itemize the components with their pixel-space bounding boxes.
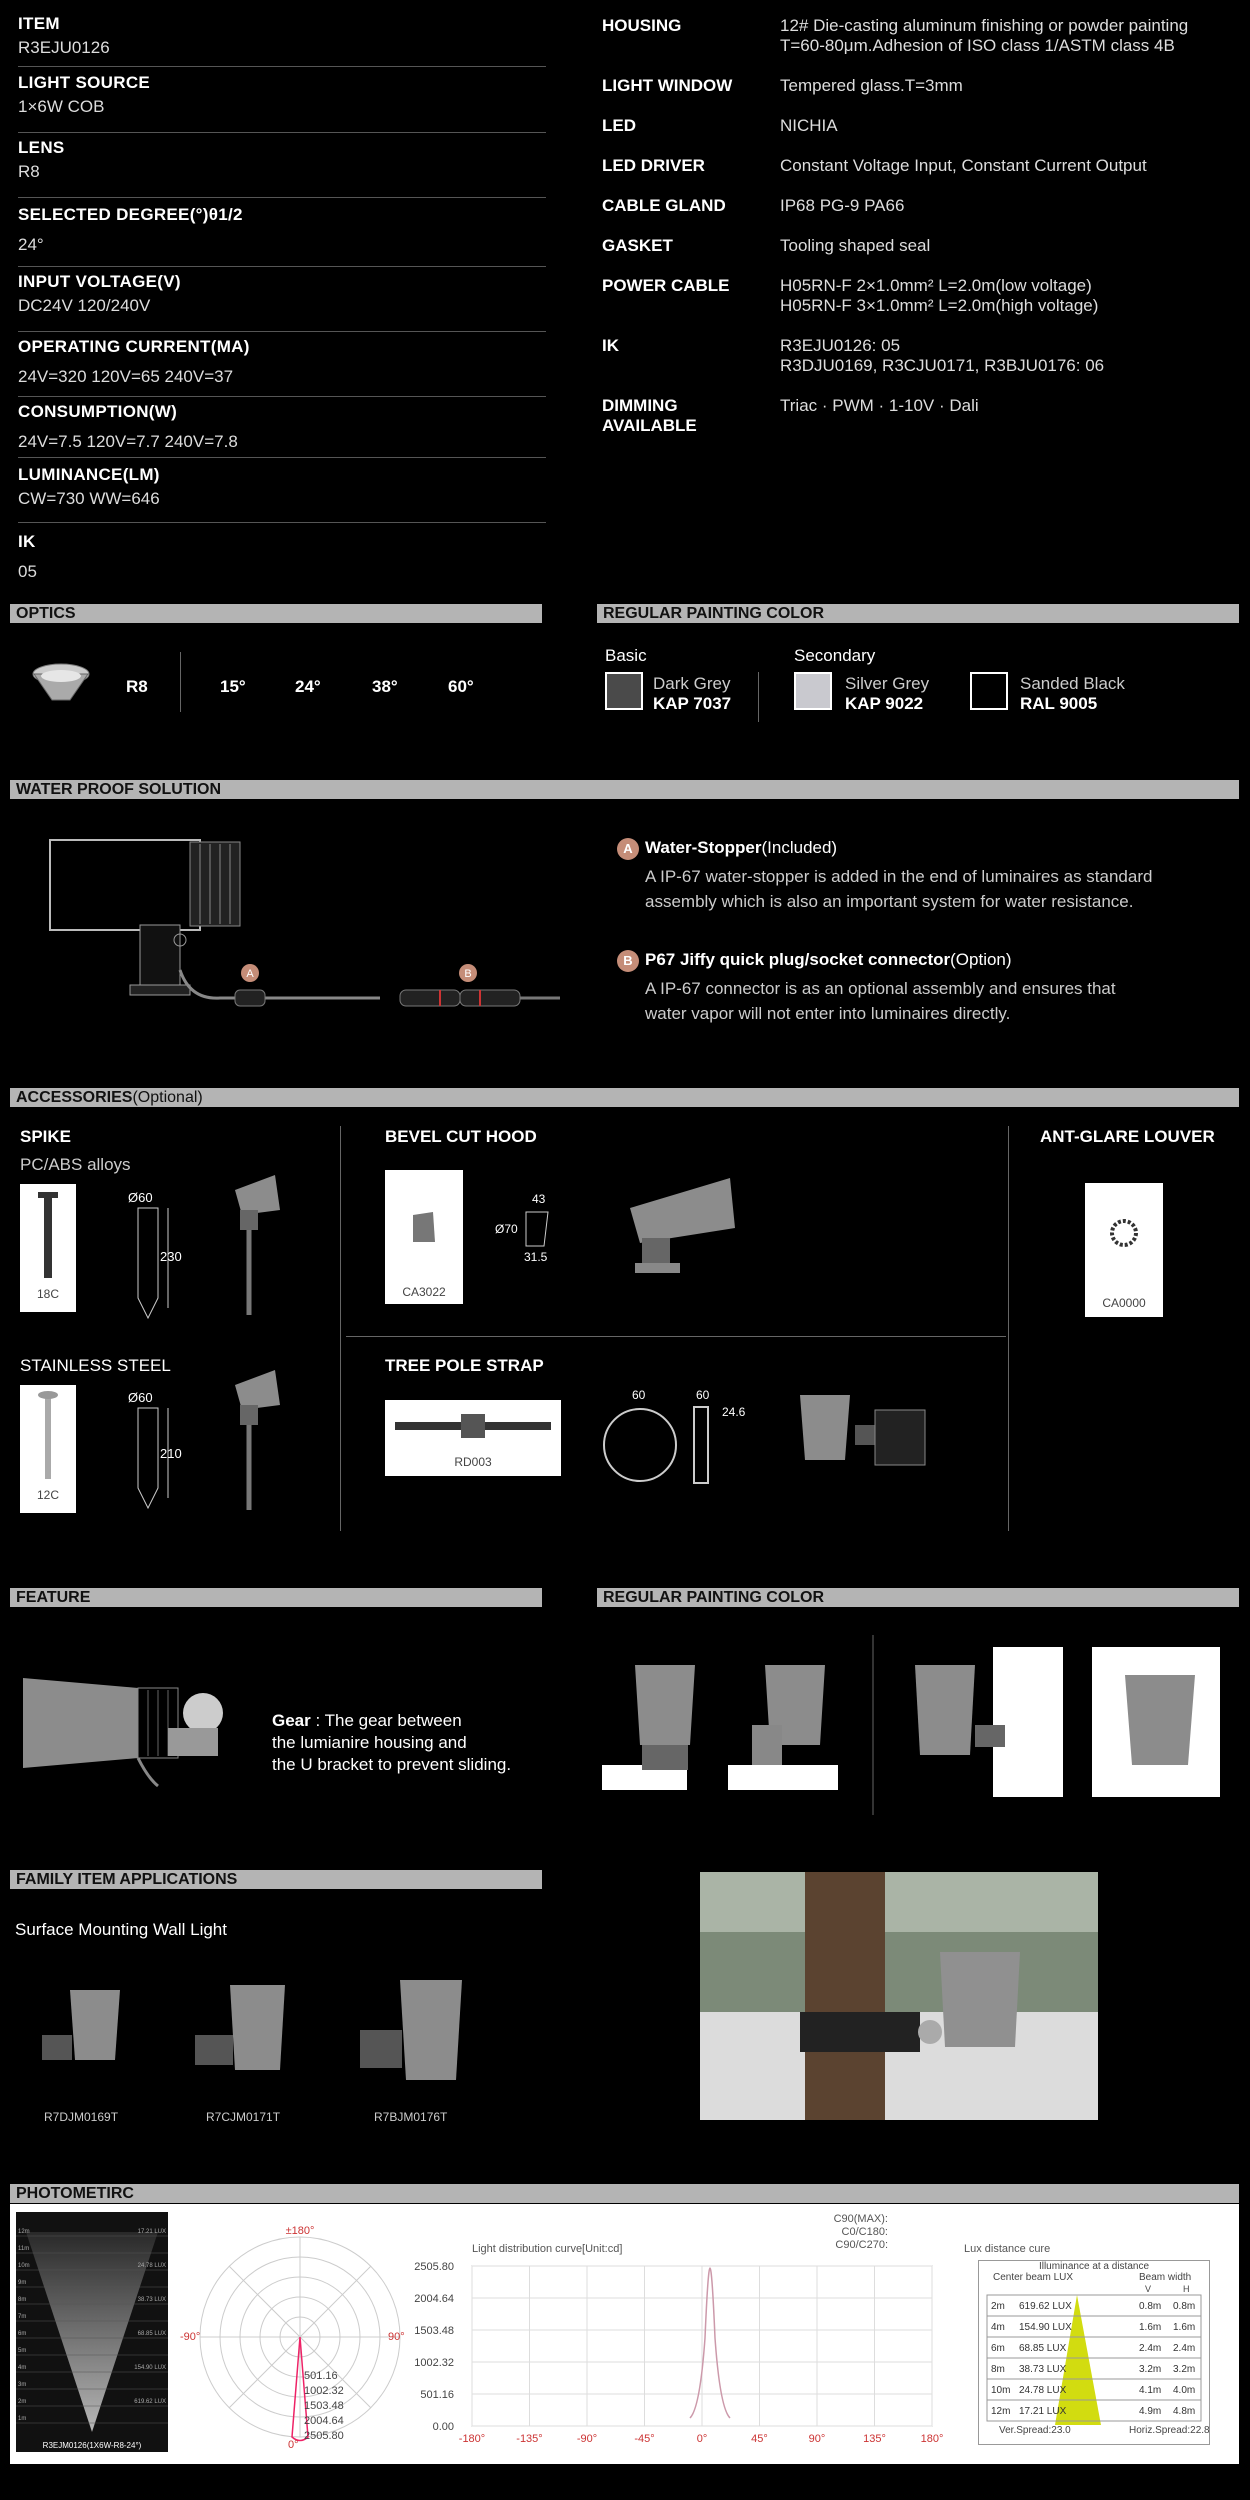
family-subtitle: Surface Mounting Wall Light <box>15 1920 227 1939</box>
gear-label: Gear <box>272 1711 311 1730</box>
curve-ytick: 0.00 <box>432 2421 454 2433</box>
lux-head2: Center beam LUX <box>993 2272 1074 2283</box>
lux-center: 17.21 LUX <box>1019 2406 1067 2417</box>
lux-width-h: 1.6m <box>1173 2322 1196 2333</box>
polar-right-label: 90° <box>388 2331 405 2343</box>
cone-row-label: 7m <box>18 2314 27 2320</box>
distribution-curve-chart <box>400 2258 944 2458</box>
gear-line1: : The gear between <box>310 1711 462 1730</box>
bevel-title: BEVEL CUT HOOD <box>385 1127 537 1146</box>
spec-ik-label: IK <box>602 336 619 355</box>
beam-cone-image <box>16 2212 168 2452</box>
spec-led-value: NICHIA <box>780 116 838 135</box>
lux-width-v: 1.6m <box>1139 2322 1162 2333</box>
divider <box>1008 1126 1009 1531</box>
polar-value-label: 2004.64 <box>304 2415 344 2427</box>
color-name: Sanded Black <box>1020 674 1125 693</box>
spec-cable-label: POWER CABLE <box>602 276 730 295</box>
lux-v: V <box>1145 2284 1152 2294</box>
spec-luminance: LUMINANCE(LM) CW=730 WW=646 <box>18 465 546 523</box>
family-item-2: R7CJM0171T <box>206 2110 281 2124</box>
lux-center: 38.73 LUX <box>1019 2364 1067 2375</box>
cone-lux-label: 38.73 LUX <box>137 2297 166 2303</box>
desc-line: assembly which is also an important system for water resistance. <box>645 892 1134 911</box>
spike-card <box>20 1184 76 1312</box>
spike-code: 18C <box>36 1287 59 1301</box>
cone-lux-label: 154.90 LUX <box>134 2365 166 2371</box>
stainless-dia: Ø60 <box>128 1390 153 1405</box>
spike-title: SPIKE <box>20 1127 72 1146</box>
connector-title: P67 Jiffy quick plug/socket connector <box>645 950 951 969</box>
gear-line3: the U bracket to prevent sliding. <box>272 1755 512 1774</box>
swatch-dark-grey <box>605 672 643 710</box>
cone-row-label: 4m <box>18 2365 27 2371</box>
bevel-card <box>385 1170 463 1304</box>
ver-spread: Ver.Spread:23.0 <box>999 2425 1071 2436</box>
curve-legend <box>828 2213 888 2252</box>
cone-row-label: 11m <box>18 2246 30 2252</box>
strap-icon <box>385 1400 561 1452</box>
legend-c90c270: C90/C270: <box>835 2239 888 2251</box>
curve-xtick: 0° <box>696 2433 708 2445</box>
spec-input-voltage: INPUT VOLTAGE(V) DC24V 120/240V <box>18 272 546 332</box>
desc-line: A IP-67 water-stopper is added in the end of luminaires as standard <box>645 867 1153 886</box>
spec-light-source: LIGHT SOURCE 1×6W COB <box>18 73 546 133</box>
strap-dim-60a: 60 <box>632 1388 646 1402</box>
cone-row-label: 8m <box>18 2297 27 2303</box>
curve-xtick: -90° <box>576 2433 598 2445</box>
cone-caption: R3EJM0126(1X6W-R8-24°) <box>42 2441 142 2450</box>
desc-line: water vapor will not enter into luminaires directly. <box>645 1004 1011 1023</box>
polar-left-label: -90° <box>180 2331 201 2343</box>
hor-spread: Horiz.Spread:22.8 <box>1129 2425 1210 2436</box>
cone-lux-label: 68.85 LUX <box>137 2331 166 2337</box>
spec-window-value: Tempered glass.T=3mm <box>780 76 963 95</box>
optics-lens: R8 <box>126 677 148 696</box>
spec-dimming-value: Triac · PWM · 1-10V · Dali <box>780 396 979 415</box>
gear-fixture-icon <box>18 1668 258 1788</box>
spec-operating-current: OPERATING CURRENT(MA) 24V=320 120V=65 240V=37 <box>18 337 546 397</box>
curve-xtick: -135° <box>516 2433 543 2445</box>
cone-row-label: 5m <box>18 2348 27 2354</box>
lux-width-v: 4.1m <box>1139 2385 1162 2396</box>
accessories-title: ACCESSORIES <box>16 1089 133 1106</box>
badge-b: B <box>617 950 639 972</box>
divider <box>340 1126 341 1531</box>
connector-tag: (Option) <box>950 950 1012 969</box>
curve-xtick: 45° <box>751 2433 768 2445</box>
spec-cable-value: H05RN-F 2×1.0mm² L=2.0m(low voltage) <box>780 276 1092 295</box>
spec-housing-value: 12# Die-casting aluminum finishing or powder painting <box>780 16 1189 35</box>
lux-distance: 2m <box>991 2301 1005 2312</box>
cone-row-label: 12m <box>18 2229 30 2235</box>
spec-gasket-value: Tooling shaped seal <box>780 236 931 255</box>
optics-header: OPTICS <box>10 604 542 623</box>
spec-housing-value2: T=60-80μm.Adhesion of ISO class 1/ASTM class 4B <box>780 36 1175 55</box>
water-stopper-desc <box>645 864 1152 914</box>
family-lights-drawing <box>30 1980 470 2090</box>
bevel-dim-315: 31.5 <box>524 1250 548 1264</box>
polar-value-label: 1503.48 <box>304 2400 344 2412</box>
spec-ik-value2: R3DJU0169, R3CJU0171, R3BJU0176: 06 <box>780 356 1105 375</box>
curve-xtick: 135° <box>863 2433 886 2445</box>
bevel-fixture-icon <box>620 1168 750 1288</box>
application-photo <box>700 1872 1098 2120</box>
lux-width-h: 3.2m <box>1173 2364 1196 2375</box>
optics-degree-15: 15° <box>220 677 246 696</box>
basic-label: Basic <box>605 646 647 665</box>
lux-distance: 6m <box>991 2343 1005 2354</box>
bevel-hood-icon <box>385 1170 463 1282</box>
louver-title: ANT-GLARE LOUVER <box>1040 1127 1215 1146</box>
lux-width-h: 4.8m <box>1173 2406 1196 2417</box>
cone-row-label: 2m <box>18 2399 27 2405</box>
louver-card <box>1085 1183 1163 1317</box>
spec-gland-label: CABLE GLAND <box>602 196 726 215</box>
photometric-header: PHOTOMETIRC <box>10 2184 1239 2203</box>
spike-icon <box>20 1184 76 1284</box>
strap-dim-60b: 60 <box>696 1388 710 1402</box>
strap-circle-drawing <box>600 1405 680 1485</box>
strap-title: TREE POLE STRAP <box>385 1356 544 1375</box>
spec-housing-label: HOUSING <box>602 16 682 35</box>
lux-width-h: 0.8m <box>1173 2301 1196 2312</box>
lux-width-v: 4.9m <box>1139 2406 1162 2417</box>
bevel-dim-43: 43 <box>532 1192 546 1206</box>
lux-rows-svg <box>979 2295 1209 2425</box>
spec-window-label: LIGHT WINDOW <box>602 76 733 95</box>
waterproof-diagram <box>40 830 570 1030</box>
gear-line2: the lumianire housing and <box>272 1733 467 1752</box>
diagram-b-marker: B <box>464 968 472 980</box>
swatch-silver-grey <box>794 672 832 710</box>
spec-dimming-label: DIMMING <box>602 396 678 415</box>
feature-header: FEATURE <box>10 1588 542 1607</box>
cone-lux-label: 24.78 LUX <box>137 2263 166 2269</box>
lux-width-v: 0.8m <box>1139 2301 1162 2312</box>
color-name: Dark Grey <box>653 674 731 693</box>
swatch-sanded-black <box>970 672 1008 710</box>
cone-row-label: 1m <box>18 2416 27 2422</box>
louver-code: CA0000 <box>1102 1296 1146 1310</box>
accessories-tag: (Optional) <box>132 1089 203 1106</box>
lux-width-h: 4.0m <box>1173 2385 1196 2396</box>
polar-radial-labels <box>304 2370 344 2442</box>
cone-row-label: 3m <box>18 2382 27 2388</box>
stainless-title: STAINLESS STEEL <box>20 1356 171 1375</box>
curve-xtick: -180° <box>458 2433 486 2445</box>
spec-degree: SELECTED DEGREE(°)θ1/2 24° <box>18 205 546 267</box>
lux-head3: Beam width <box>1139 2272 1192 2283</box>
curve-ytick: 2004.64 <box>414 2293 454 2305</box>
spec-consumption: CONSUMPTION(W) 24V=7.5 120V=7.7 240V=7.8 <box>18 402 546 458</box>
curve-ytick: 2505.80 <box>414 2261 454 2273</box>
cone-row-label: 9m <box>18 2280 27 2286</box>
connector-desc <box>645 976 1116 1026</box>
waterproof-header: WATER PROOF SOLUTION <box>10 780 1239 799</box>
curve-ytick: 1503.48 <box>414 2325 454 2337</box>
distribution-curve <box>690 2268 730 2418</box>
curve-ytick: 1002.32 <box>414 2357 454 2369</box>
lux-width-h: 2.4m <box>1173 2343 1196 2354</box>
polar-value-label: 2505.80 <box>304 2430 344 2442</box>
water-stopper-block <box>617 838 1152 914</box>
color-name: Silver Grey <box>845 674 930 693</box>
bevel-dim-drawing <box>522 1210 552 1250</box>
spec-gasket-label: GASKET <box>602 236 673 255</box>
cone-lux-label: 17.21 LUX <box>137 2229 166 2235</box>
polar-bottom-label: 0° <box>288 2439 299 2451</box>
secondary-label: Secondary <box>794 646 876 665</box>
lux-center: 68.85 LUX <box>1019 2343 1067 2354</box>
lux-distance: 8m <box>991 2364 1005 2375</box>
optics-degree-24: 24° <box>295 677 321 696</box>
lux-h: H <box>1183 2284 1190 2294</box>
reflector-icon <box>30 662 92 704</box>
lux-head1: Illuminance at a distance <box>1038 2261 1150 2272</box>
spec-cable-value2: H05RN-F 3×1.0mm² L=2.0m(high voltage) <box>780 296 1099 315</box>
stainless-fixture-icon <box>220 1365 290 1515</box>
bevel-code: CA3022 <box>402 1285 446 1299</box>
spike-length: 230 <box>160 1249 182 1264</box>
legend-c90max: C90(MAX): <box>833 2213 888 2225</box>
lux-distance: 12m <box>991 2406 1011 2417</box>
family-header: FAMILY ITEM APPLICATIONS <box>10 1870 542 1889</box>
lux-title: Lux distance cure <box>964 2243 1051 2255</box>
spec-item: ITEM R3EJU0126 <box>18 14 546 67</box>
spec-led-label: LED <box>602 116 636 135</box>
cone-lux-label: 619.62 LUX <box>134 2399 166 2405</box>
lux-center: 24.78 LUX <box>1019 2385 1067 2396</box>
color-code: KAP 7037 <box>653 694 732 713</box>
painting-header: REGULAR PAINTING COLOR <box>597 604 1239 623</box>
desc-line: A IP-67 connector is as an optional assembly and ensures that <box>645 979 1116 998</box>
cone-row-label: 6m <box>18 2331 27 2337</box>
lux-width-v: 3.2m <box>1139 2364 1162 2375</box>
cone-row-label: 10m <box>18 2263 30 2269</box>
curve-ytick: 501.16 <box>420 2389 454 2401</box>
spec-gland-value: IP68 PG-9 PA66 <box>780 196 905 215</box>
spike-fixture-icon <box>220 1170 290 1320</box>
lux-center: 154.90 LUX <box>1019 2322 1072 2333</box>
spike-dia: Ø60 <box>128 1190 153 1205</box>
stainless-code: 12C <box>36 1488 59 1502</box>
lux-vh <box>979 2284 1209 2295</box>
bevel-dim-70: Ø70 <box>495 1222 518 1236</box>
spec-driver-value: Constant Voltage Input, Constant Current Output <box>780 156 1147 175</box>
stainless-spike-icon <box>20 1385 76 1485</box>
family-item-3: R7BJM0176T <box>374 2110 448 2124</box>
lux-subhead <box>979 2272 1209 2284</box>
spec-dimming-label2: AVAILABLE <box>602 416 697 435</box>
spec-ik: IK 05 <box>18 532 37 581</box>
strap-dim-246: 24.6 <box>722 1405 746 1419</box>
accessories-header <box>10 1088 1239 1107</box>
louver-icon <box>1085 1183 1163 1293</box>
spec-lens: LENS R8 <box>18 138 546 198</box>
color-code: KAP 9022 <box>845 694 924 713</box>
polar-value-label: 501.16 <box>304 2370 338 2382</box>
curve-xtick: 90° <box>808 2433 826 2445</box>
gear-description <box>272 1710 511 1776</box>
lux-distance: 4m <box>991 2322 1005 2333</box>
strap-card <box>385 1400 561 1476</box>
curve-title: Light distribution curve[Unit:cd] <box>472 2243 623 2255</box>
optics-degree-38: 38° <box>372 677 398 696</box>
spec-ik-value: R3EJU0126: 05 <box>780 336 901 355</box>
polar-value-label: 1002.32 <box>304 2385 344 2397</box>
color-variants-drawing <box>600 1635 1250 1815</box>
curve-xtick: 180° <box>920 2433 944 2445</box>
painting2-header: REGULAR PAINTING COLOR <box>597 1588 1239 1607</box>
curve-grid <box>414 2261 943 2445</box>
optics-degree-60: 60° <box>448 677 474 696</box>
stainless-length: 210 <box>160 1446 182 1461</box>
divider <box>346 1336 1006 1337</box>
legend-c0c180: C0/C180: <box>841 2226 888 2238</box>
stainless-card <box>20 1385 76 1513</box>
divider <box>758 672 759 722</box>
spec-driver-label: LED DRIVER <box>602 156 705 175</box>
family-item-1: R7DJM0169T <box>44 2110 119 2124</box>
lux-distance: 10m <box>991 2385 1011 2396</box>
lux-width-v: 2.4m <box>1139 2343 1162 2354</box>
water-stopper-tag: (Included) <box>761 838 838 857</box>
spike-material: PC/ABS alloys <box>20 1155 131 1174</box>
lux-table <box>978 2260 1210 2445</box>
connector-block <box>617 950 1116 1026</box>
diagram-a-marker: A <box>246 968 254 980</box>
lux-center: 619.62 LUX <box>1019 2301 1072 2312</box>
polar-chart <box>180 2222 420 2452</box>
water-stopper-title: Water-Stopper <box>645 838 762 857</box>
strap-fixture-icon <box>790 1380 940 1490</box>
divider <box>180 652 181 712</box>
strap-code: RD003 <box>454 1455 492 1469</box>
color-code: RAL 9005 <box>1020 694 1098 713</box>
curve-xtick: -45° <box>634 2433 655 2445</box>
polar-top-label: ±180° <box>285 2225 315 2237</box>
badge-a: A <box>617 838 639 860</box>
strap-bar-drawing <box>692 1405 712 1485</box>
